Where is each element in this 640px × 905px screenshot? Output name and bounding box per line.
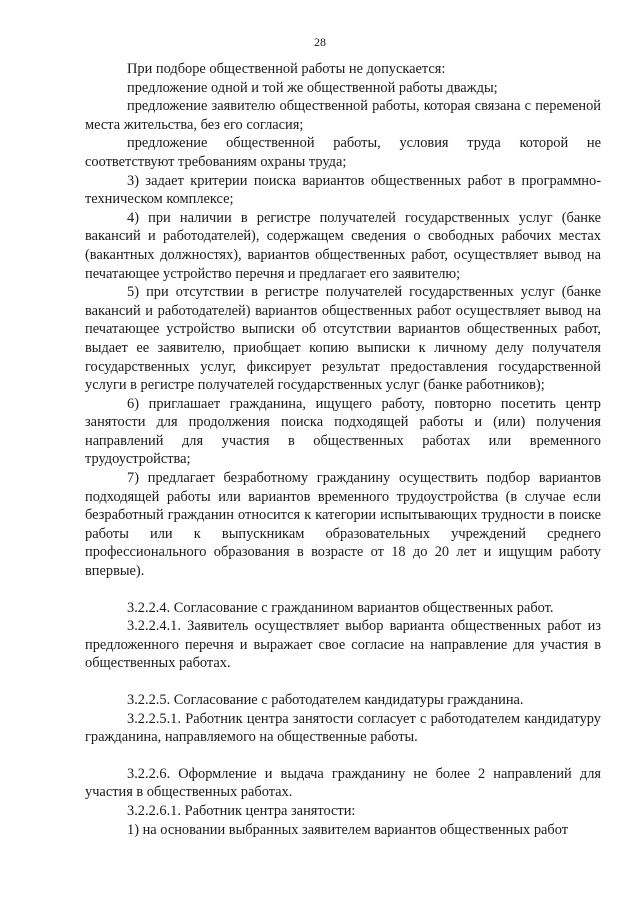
section-heading: 3.2.2.4. Согласование с гражданином вариантов общественных работ.	[127, 599, 554, 616]
paragraph: При подборе общественной работы не допускается:	[127, 61, 446, 77]
paragraph: предложение одной и той же общественной работы дважды;	[127, 79, 498, 96]
paragraph: 3.2.2.4.1. Заявитель осуществляет выбор варианта общественных работ из предложенного перечня и выражает свое согласие на направление для участия в общественных работах.	[85, 618, 601, 672]
paragraph: 4) при наличии в регистре получателей государственных услуг (банке вакансий и работодателей), содержащем сведения о свободных рабочих местах (вакантных должностях), вариантов общественных работ, осуществляет вывод на печатающее устройство перечня и предлагает его заявителю;	[85, 209, 601, 282]
paragraph: 3) задает критерии поиска вариантов общественных работ в программно-техническом комплексе;	[85, 172, 601, 208]
paragraph: 3.2.2.6.1. Работник центра занятости:	[127, 802, 356, 819]
paragraph: 3.2.2.5.1. Работник центра занятости согласует с работодателем кандидатуру гражданина, направляемого на общественные работы.	[85, 710, 601, 746]
paragraph: предложение общественной работы, условия труда которой не соответствуют требованиям охраны труда;	[85, 135, 601, 170]
section-heading: 3.2.2.6. Оформление и выдача гражданину не более 2 направлений для участия в общественных работах.	[85, 765, 601, 801]
paragraph: 5) при отсутствии в регистре получателей государственных услуг (банке вакансий и работодателей) вариантов общественных работ осуществляет вывод на печатающее устройство выписки об отсутствии вариантов общественных работ, выдает ее заявителю, приобщает копию выписки к личному делу получателя государственных услуг, фиксирует результат предоставления государственной услуги в регистре получателей государственных услуг (банке работников);	[85, 284, 601, 394]
paragraph: 7) предлагает безработному гражданину осуществить подбор вариантов подходящей работы или вариантов временного трудоустройства (в случае если безработный гражданин относится к категории испытывающих трудности в поиске работы или к выпускникам образовательных учреждений среднего профессионального образования в возрасте от 18 до 20 лет и ищущим работу впервые).	[85, 470, 601, 580]
paragraph: предложение заявителю общественной работы, которая связана с переменой места жительства, без его согласия;	[85, 98, 601, 133]
document-body	[85, 60, 601, 839]
paragraph: 1) на основании выбранных заявителем вариантов общественных работ	[127, 821, 569, 838]
page-number: 28	[314, 35, 326, 49]
section-heading: 3.2.2.5. Согласование с работодателем кандидатуры гражданина.	[127, 692, 524, 708]
paragraph: 6) приглашает гражданина, ищущего работу, повторно посетить центр занятости для продолжения поиска подходящей работы и (или) получения направлений для участия в общественных работах или временного трудоустройства;	[85, 395, 601, 468]
